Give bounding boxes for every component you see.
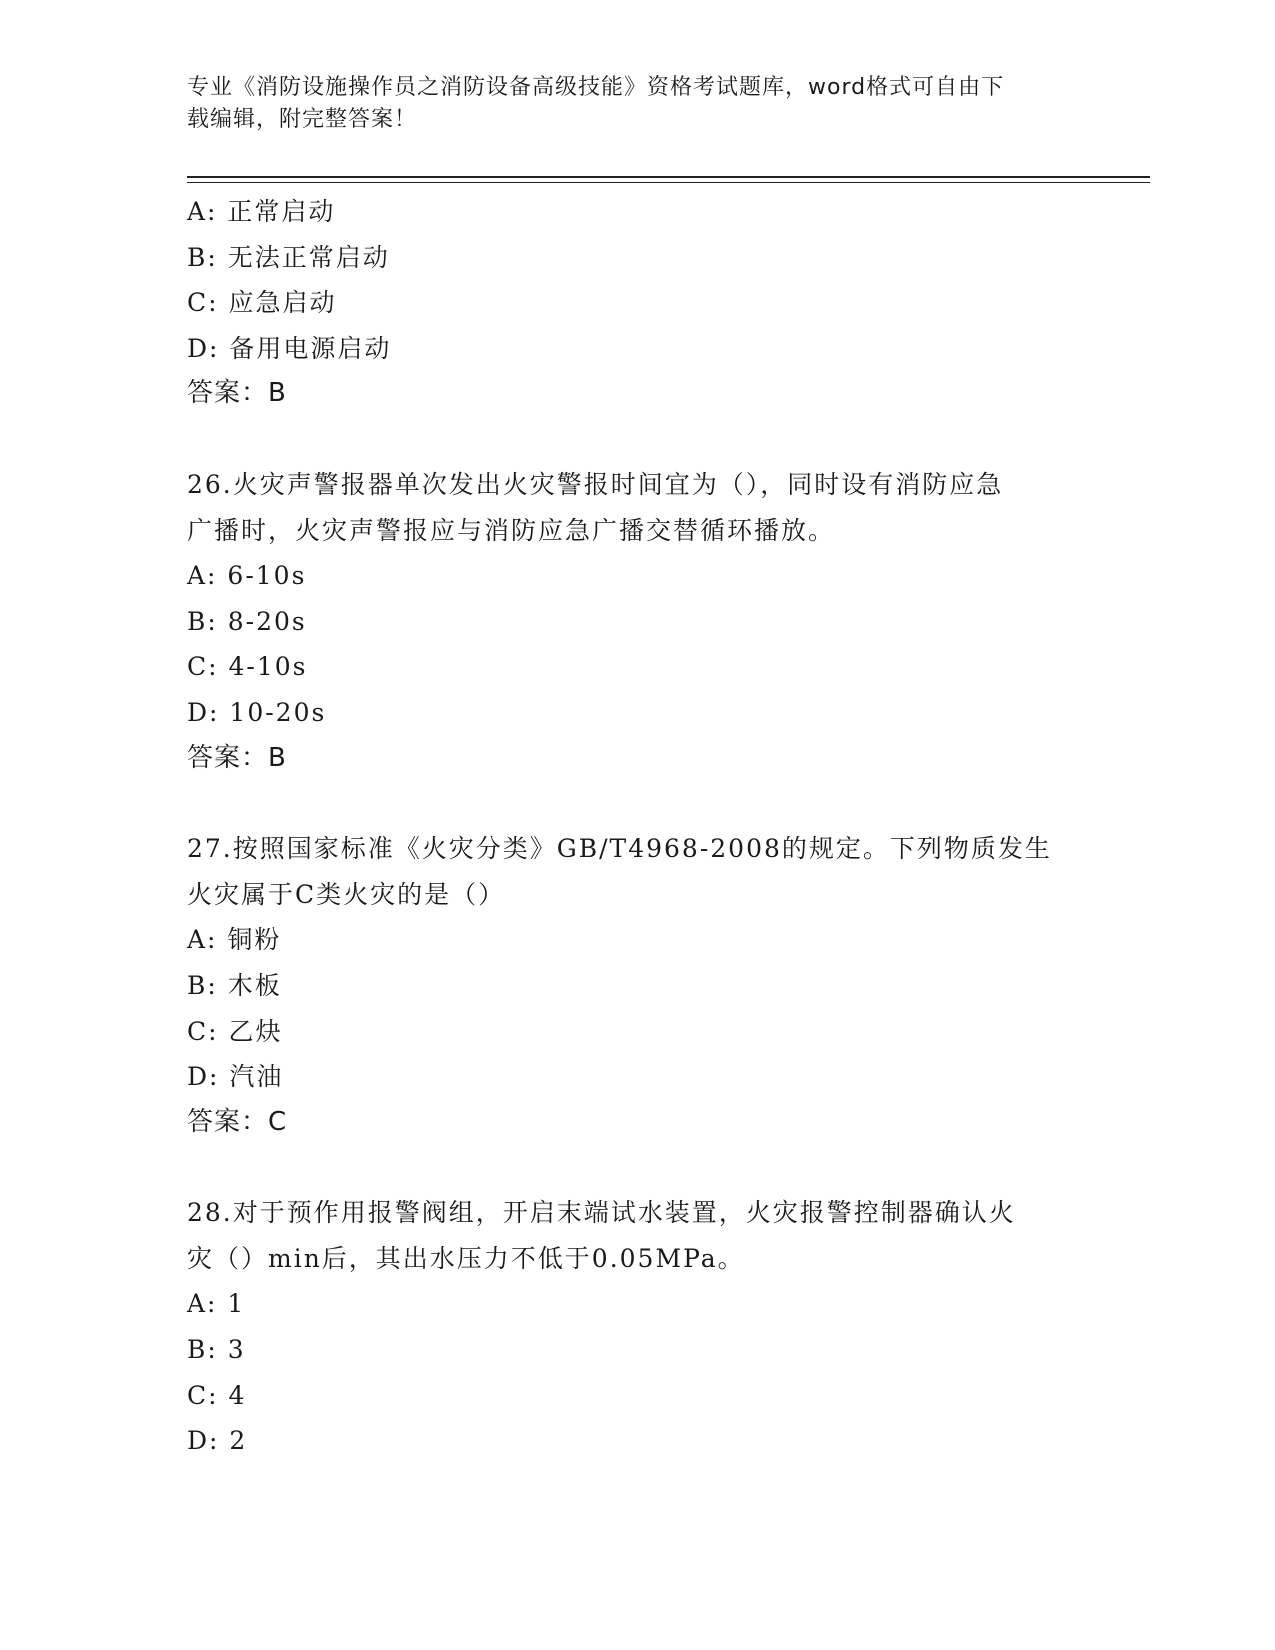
question-text: 28.对于预作用报警阀组，开启末端试水装置，火灾报警控制器确认火 xyxy=(187,1198,1016,1228)
option-b: B: 木板 xyxy=(187,970,282,1000)
option-a: A: 1 xyxy=(187,1289,246,1319)
question-content xyxy=(187,189,1087,1464)
option-c: C: 应急启动 xyxy=(187,288,337,318)
document-header xyxy=(187,72,1067,136)
question-text: 27.按照国家标准《火灾分类》GB/T4968-2008的规定。下列物质发生 xyxy=(187,834,1052,864)
answer: 答案：B xyxy=(187,742,287,773)
option-a: A: 正常启动 xyxy=(187,197,336,226)
previous-question xyxy=(187,189,1087,417)
option-c: C: 4-10s xyxy=(187,652,308,682)
option-a: A: 6-10s xyxy=(187,561,307,591)
question-27 xyxy=(187,826,1087,1145)
option-d: D: 汽油 xyxy=(187,1062,284,1092)
header-line-1: 专业《消防设施操作员之消防设备高级技能》资格考试题库，word格式可自由下 xyxy=(187,75,1005,100)
option-b: B: 无法正常启动 xyxy=(187,242,390,272)
header-line-2: 载编辑，附完整答案！ xyxy=(187,107,418,132)
question-26 xyxy=(187,462,1087,781)
option-a: A: 铜粉 xyxy=(187,925,282,955)
header-rule-thin xyxy=(187,182,1150,183)
answer: 答案：C xyxy=(187,1106,288,1137)
header-rule-thick xyxy=(187,176,1150,178)
question-text: 26.火灾声警报器单次发出火灾警报时间宜为（），同时设有消防应急 xyxy=(187,469,1004,499)
question-text: 火灾属于C类火灾的是（） xyxy=(187,879,506,909)
option-d: D: 2 xyxy=(187,1426,248,1456)
option-b: B: 3 xyxy=(187,1335,246,1365)
option-d: D: 备用电源启动 xyxy=(187,333,392,363)
question-text: 灾（）min后，其出水压力不低于0.05MPa。 xyxy=(187,1243,745,1273)
question-text: 广播时，火灾声警报应与消防应急广播交替循环播放。 xyxy=(187,515,836,545)
answer: 答案：B xyxy=(187,378,287,409)
option-b: B: 8-20s xyxy=(187,606,307,636)
option-d: D: 10-20s xyxy=(187,697,327,727)
question-28 xyxy=(187,1190,1087,1464)
option-c: C: 4 xyxy=(187,1380,247,1410)
option-c: C: 乙炔 xyxy=(187,1016,283,1046)
